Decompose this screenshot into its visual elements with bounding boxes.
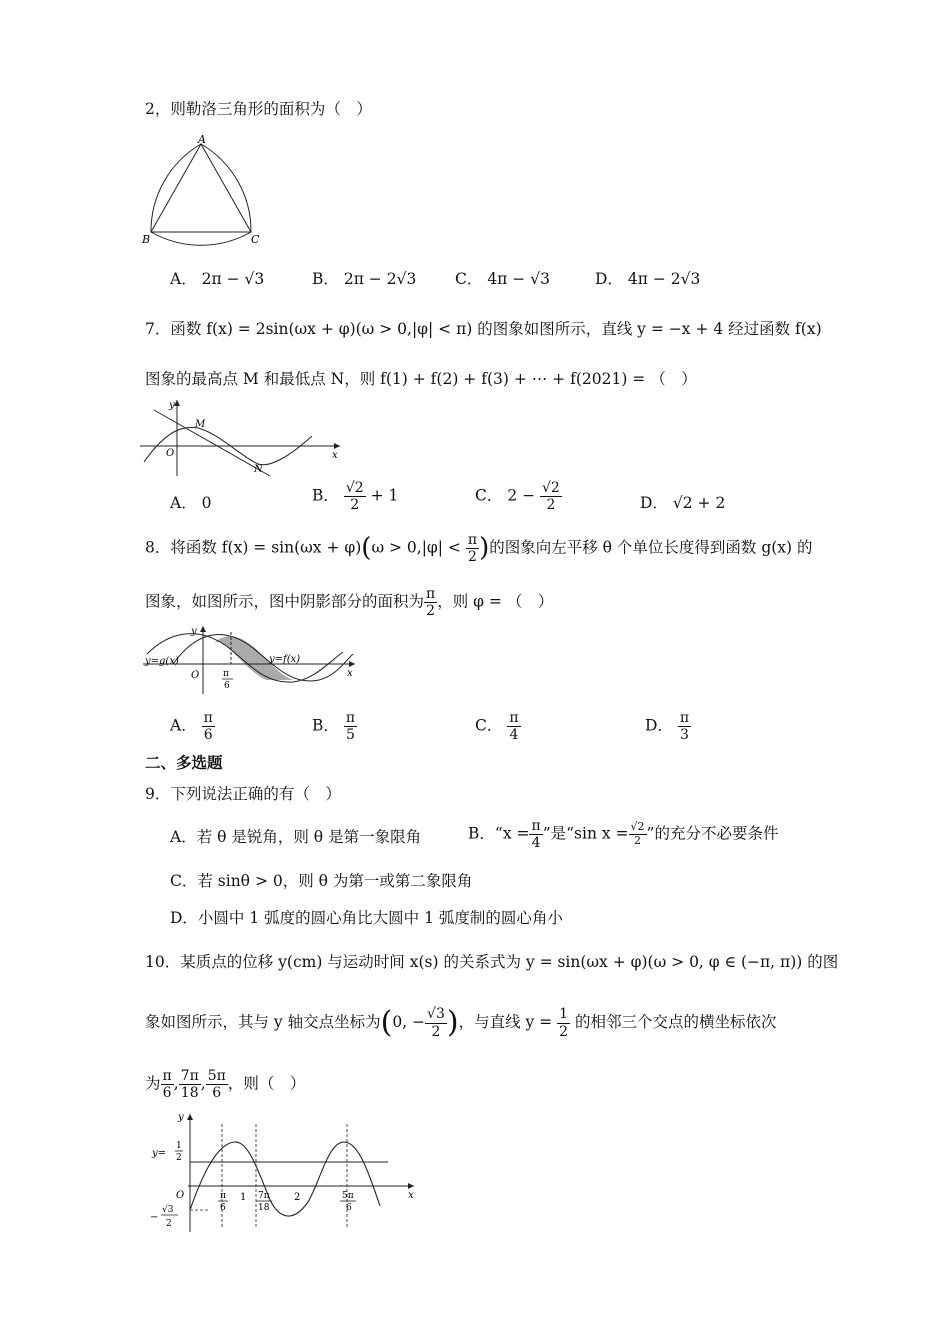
reuleaux-triangle-figure (140, 132, 270, 250)
label-y-eq: y= (152, 1148, 167, 1159)
q8-stem-line1: 8．将函数 f(x) = sin(ωx + φ)(ω > 0,|φ| < $\frac{\pi}{2}$ )的图象向左平移 θ 个单位长度得到函数 g(x) 的 (145, 532, 813, 566)
q7-option-a[interactable]: A． 0 (170, 494, 212, 512)
label-neg: − (150, 1212, 159, 1223)
label-M: M (195, 419, 206, 430)
label-half-den: 2 (176, 1153, 182, 1163)
label-g: y=g(x) (145, 656, 179, 667)
label-y: y (169, 400, 175, 411)
label-y: y (178, 1112, 184, 1123)
label-f: y=f(x) (269, 654, 301, 665)
q8-option-a[interactable]: A． $\frac{\pi}{6}$ (170, 710, 213, 744)
q9-option-b[interactable]: B．“x = $\frac{\pi}{4}$ ”是“sin x = $\frac{√2}{2}$ ”的充分不必要条件 (468, 818, 779, 852)
label-pi6-num: π (220, 1191, 226, 1201)
label-C: C (251, 233, 260, 246)
q10-stem-line1: 10．某质点的位移 y(cm) 与运动时间 x(s) 的关系式为 y = sin(ωx + φ)(ω > 0, φ ∈ (−π, π)) 的图 (145, 953, 839, 971)
label-pi6-den: 6 (220, 1203, 226, 1213)
q7-option-c[interactable]: C． 2 − $\frac{√2}{2}$ (475, 480, 560, 514)
q7-sine-figure (140, 398, 350, 478)
label-A: A (198, 133, 206, 146)
q7-stem-line1: 7．函数 f(x) = 2sin(ωx + φ)(ω > 0,|φ| < π) 的图象如图所示，直线 y = −x + 4 经过函数 f(x) (145, 320, 822, 338)
q8-option-b[interactable]: B． $\frac{\pi}{5}$ (312, 710, 356, 744)
label-pi: π (223, 669, 229, 679)
q8-stem-line2: 图象，如图所示，图中阴影部分的面积为 $\frac{\pi}{2}$ ，则 φ = （ ） (145, 586, 554, 620)
label-root3: √3 (162, 1205, 174, 1215)
q6-option-c[interactable]: C． 4π − √3 (455, 270, 550, 288)
q8-shift-figure (143, 624, 363, 696)
section-heading: 二、多选题 (145, 754, 223, 772)
q10-stem-line3: 为 $\frac{\pi}{6}$ , $\frac{7\pi}{18}$ , $\frac{5\pi}{6}$ ，则（ ） (145, 1068, 306, 1102)
label-O: O (191, 670, 200, 681)
q6-option-a[interactable]: A． 2π − √3 (170, 270, 265, 288)
q10-sine-figure (148, 1110, 423, 1234)
q9-option-d[interactable]: D．小圆中 1 弧度的圆心角比大圆中 1 弧度制的圆心角小 (170, 909, 563, 927)
label-B: B (142, 233, 151, 246)
q8-option-c[interactable]: C． $\frac{\pi}{4}$ (475, 710, 519, 744)
label-O: O (176, 1190, 185, 1201)
q7-stem-line2: 图象的最高点 M 和最低点 N，则 f(1) + f(2) + f(3) + ⋯ + f(2021) = （ ） (145, 370, 697, 388)
label-tick-2: 2 (294, 1192, 301, 1203)
label-N: N (254, 464, 263, 475)
label-5pi6-num: 5π (342, 1191, 354, 1201)
label-O: O (166, 448, 175, 459)
q6-option-d[interactable]: D． 4π − 2√3 (595, 270, 701, 288)
label-half-num: 1 (176, 1141, 182, 1151)
label-5pi6-den: 6 (346, 1203, 352, 1213)
q10-stem-line2: 象如图所示，其与 y 轴交点坐标为(0, − $\frac{√3}{2}$ )，与直线 y = $\frac{1}{2}$ 的相邻三个交点的横坐标依次 (145, 1005, 777, 1040)
label-y: y (191, 626, 197, 637)
q6-stem: 2，则勒洛三角形的面积为（ ） (145, 100, 372, 118)
label-tick-1: 1 (240, 1192, 247, 1203)
label-7pi18-den: 18 (258, 1203, 270, 1213)
label-x: x (347, 668, 353, 679)
label-six: 6 (224, 681, 230, 691)
q9-option-a[interactable]: A．若 θ 是锐角，则 θ 是第一象限角 (170, 828, 422, 846)
label-x: x (332, 450, 338, 461)
label-7pi18-num: 7π (258, 1191, 270, 1201)
q9-option-c[interactable]: C．若 sinθ > 0，则 θ 为第一或第二象限角 (170, 872, 473, 890)
q7-option-b[interactable]: B． $\frac{√2}{2}$ + 1 (312, 480, 399, 514)
q6-option-b[interactable]: B． 2π − 2√3 (312, 270, 417, 288)
q8-option-d[interactable]: D． $\frac{\pi}{3}$ (645, 710, 690, 744)
q7-option-d[interactable]: D． √2 + 2 (640, 494, 726, 512)
label-x: x (408, 1190, 414, 1201)
q9-stem: 9．下列说法正确的有（ ） (145, 785, 341, 803)
label-root3-den: 2 (166, 1219, 172, 1229)
